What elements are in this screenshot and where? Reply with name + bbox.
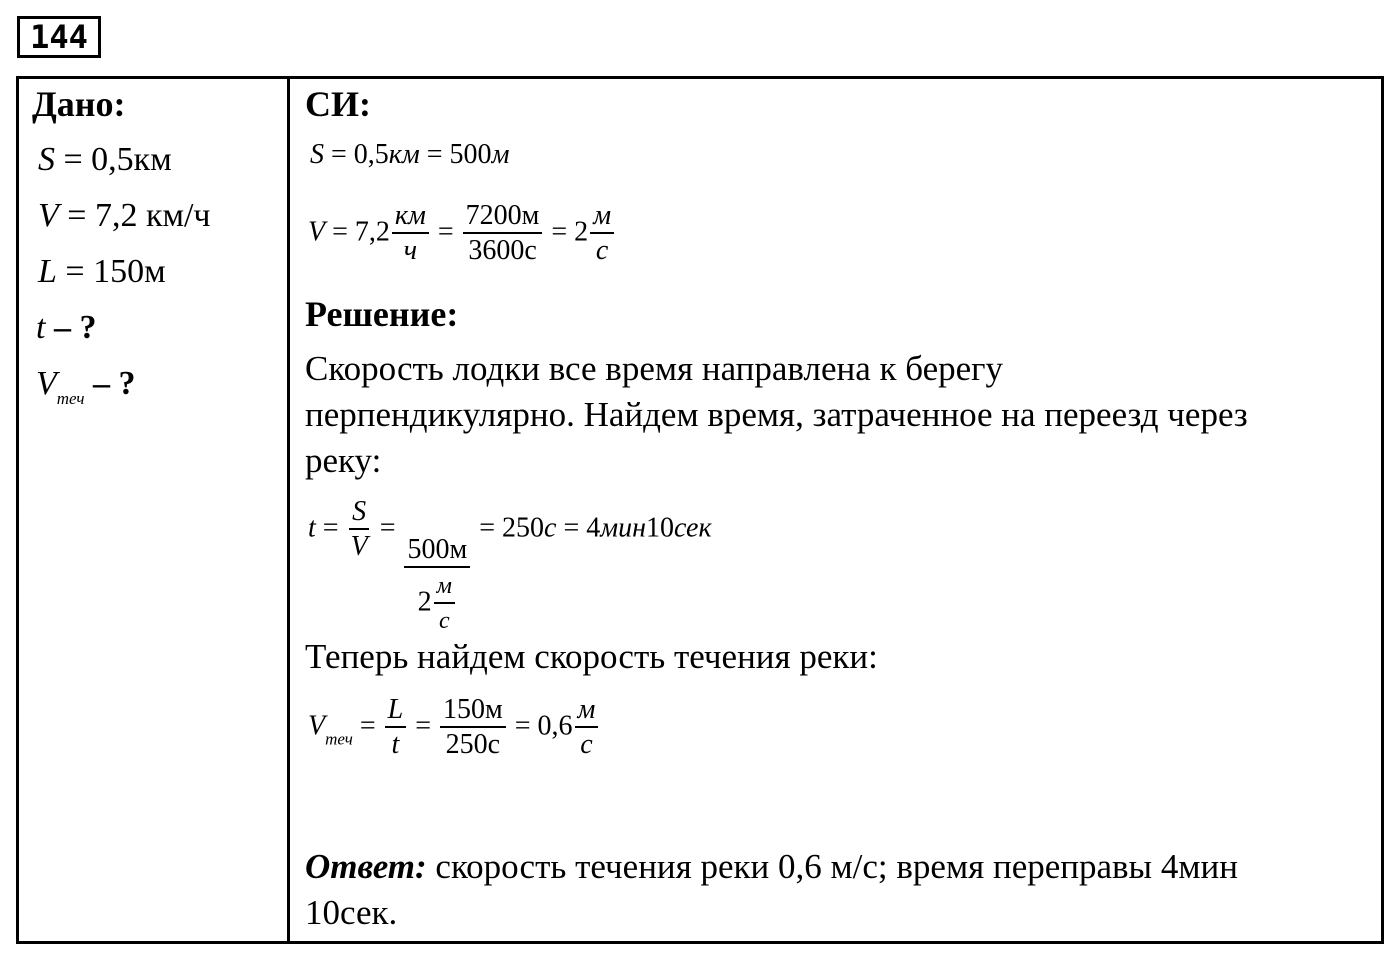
formula-text: = bbox=[430, 216, 461, 248]
given-symbol: S bbox=[38, 141, 55, 178]
fraction-numerator: км bbox=[392, 200, 429, 234]
solution-paragraph-line: Теперь найдем скорость течения реки: bbox=[305, 637, 878, 676]
given-value: = 150м bbox=[56, 253, 166, 290]
fraction-m-per-s bbox=[434, 570, 455, 638]
si-speed-line bbox=[308, 200, 616, 268]
given-symbol: V bbox=[38, 197, 59, 234]
problem-number: 144 bbox=[17, 16, 101, 58]
given-value: – ? bbox=[45, 309, 97, 346]
numerator-text: 500м bbox=[407, 534, 468, 566]
formula-unit: мин bbox=[600, 512, 646, 544]
formula-text: = 4 bbox=[556, 512, 601, 544]
formula-text: = bbox=[372, 512, 403, 544]
fraction-denominator: 250с bbox=[445, 729, 501, 760]
fraction-values bbox=[440, 694, 506, 762]
fraction-numerator bbox=[404, 534, 470, 568]
fraction-numerator: м bbox=[575, 694, 599, 728]
formula-text: = 0,5 bbox=[324, 139, 389, 170]
formula-text: = bbox=[315, 512, 346, 544]
fraction-numerator: 150м bbox=[440, 694, 506, 728]
denominator-coefficient: 2 bbox=[417, 586, 432, 618]
fraction-numerator: 7200м bbox=[463, 200, 543, 234]
given-item-current-unknown bbox=[36, 364, 136, 419]
si-heading: СИ: bbox=[305, 84, 371, 124]
formula-unit: м bbox=[491, 139, 510, 170]
formula-symbol: t bbox=[308, 512, 316, 544]
current-speed-formula bbox=[308, 694, 600, 762]
fraction-denominator: t bbox=[391, 729, 400, 760]
given-symbol: L bbox=[38, 253, 57, 290]
solution-heading: Решение: bbox=[305, 294, 459, 334]
answer-line-2: 10сек. bbox=[305, 893, 398, 932]
fraction-s-over-v bbox=[348, 496, 371, 564]
fraction-time-compound bbox=[404, 534, 470, 638]
formula-unit: с bbox=[544, 512, 557, 544]
fraction-numerator: S bbox=[349, 496, 369, 530]
solution-paragraph-line: Скорость лодки все время направлена к берегу bbox=[305, 349, 1004, 388]
formula-text: = 250 bbox=[472, 512, 544, 544]
given-item-speed bbox=[38, 196, 211, 236]
given-item-time-unknown bbox=[36, 308, 96, 348]
fraction-denominator: с bbox=[580, 729, 593, 760]
solution-paragraph-line: реку: bbox=[305, 441, 382, 480]
fraction-conversion bbox=[463, 200, 543, 268]
time-formula bbox=[308, 496, 712, 638]
formula-unit: км bbox=[388, 139, 420, 170]
formula-subscript: теч bbox=[325, 729, 353, 749]
given-value: – ? bbox=[84, 365, 136, 402]
column-divider bbox=[287, 76, 290, 944]
given-heading: Дано: bbox=[32, 84, 126, 124]
fraction-km-per-h bbox=[392, 200, 429, 268]
formula-text: = bbox=[352, 710, 383, 742]
given-subscript: теч bbox=[56, 389, 85, 408]
solution-paragraph-line: перпендикулярно. Найдем время, затраченное на переезд через bbox=[305, 395, 1248, 434]
given-value: = 0,5км bbox=[55, 141, 172, 178]
formula-text: 10 bbox=[646, 512, 674, 544]
formula-text: = bbox=[408, 710, 438, 742]
formula-symbol: V bbox=[308, 710, 326, 742]
fraction-m-per-s bbox=[575, 694, 599, 762]
fraction-denominator: 3600с bbox=[468, 235, 537, 266]
formula-text: = 500 bbox=[419, 139, 492, 170]
fraction-denominator: V bbox=[350, 531, 368, 562]
fraction-denominator bbox=[415, 568, 460, 638]
answer-text: скорость течения реки 0,6 м/с; время переправы 4мин bbox=[426, 847, 1238, 886]
fraction-numerator: L bbox=[385, 694, 407, 728]
formula-symbol: V bbox=[308, 216, 326, 248]
fraction-m-per-s bbox=[590, 200, 614, 268]
si-distance-line bbox=[310, 138, 509, 172]
formula-text: = 0,6 bbox=[507, 710, 573, 742]
answer-line bbox=[305, 844, 1238, 890]
given-value: = 7,2 км/ч bbox=[58, 197, 211, 234]
fraction-denominator: с bbox=[439, 608, 450, 635]
formula-unit: сек bbox=[674, 512, 712, 544]
formula-symbol: S bbox=[310, 139, 324, 170]
fraction-numerator: м bbox=[434, 570, 455, 604]
given-item-drift bbox=[38, 252, 166, 292]
answer-label: Ответ: bbox=[305, 847, 427, 886]
given-symbol: V bbox=[36, 365, 57, 402]
formula-text: = 7,2 bbox=[325, 216, 390, 248]
fraction-numerator: м bbox=[590, 200, 614, 234]
given-symbol: t bbox=[36, 309, 46, 346]
fraction-denominator: с bbox=[595, 235, 609, 266]
given-item-distance bbox=[38, 140, 172, 180]
fraction-l-over-t bbox=[385, 694, 407, 762]
formula-text: = 2 bbox=[544, 216, 589, 248]
fraction-denominator: ч bbox=[403, 235, 418, 266]
